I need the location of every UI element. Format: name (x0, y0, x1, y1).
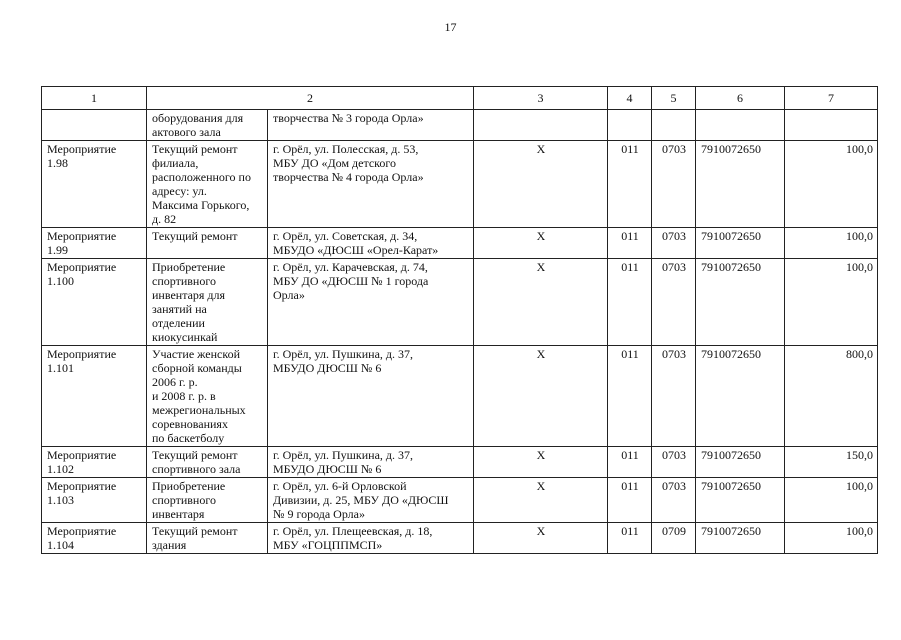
measure-name-cell: Текущий ремонт здания (147, 523, 268, 554)
code-cell: 011 (608, 141, 652, 228)
mark-cell: X (474, 141, 608, 228)
amount-cell: 150,0 (785, 447, 878, 478)
code-cell: 011 (608, 478, 652, 523)
section-cell: 0703 (652, 228, 696, 259)
measure-name-cell: Приобретение спортивного инвентаря (147, 478, 268, 523)
table-row (42, 478, 878, 523)
section-cell: 0703 (652, 141, 696, 228)
measure-cell (42, 110, 147, 141)
address-cell: г. Орёл, ул. Советская, д. 34, МБУДО «ДЮСШ «Орел-Карат» (268, 228, 474, 259)
table-row (42, 141, 878, 228)
address-cell: г. Орёл, ул. 6-й Орловской Дивизии, д. 25, МБУ ДО «ДЮСШ № 9 города Орла» (268, 478, 474, 523)
budget-table (41, 86, 878, 554)
header-col-2: 2 (147, 87, 474, 110)
target-cell: 7910072650 (696, 141, 785, 228)
code-cell: 011 (608, 447, 652, 478)
mark-cell: X (474, 259, 608, 346)
header-col-7: 7 (785, 87, 878, 110)
mark-cell (474, 110, 608, 141)
measure-cell: Мероприятие 1.99 (42, 228, 147, 259)
amount-cell: 100,0 (785, 228, 878, 259)
mark-cell: X (474, 478, 608, 523)
header-col-6: 6 (696, 87, 785, 110)
address-cell: г. Орёл, ул. Полесская, д. 53, МБУ ДО «Дом детского творчества № 4 города Орла» (268, 141, 474, 228)
header-col-5: 5 (652, 87, 696, 110)
target-cell: 7910072650 (696, 478, 785, 523)
table-row (42, 228, 878, 259)
header-col-3: 3 (474, 87, 608, 110)
code-cell: 011 (608, 346, 652, 447)
table-row (42, 110, 878, 141)
section-cell (652, 110, 696, 141)
mark-cell: X (474, 228, 608, 259)
section-cell: 0703 (652, 259, 696, 346)
measure-name-cell: Текущий ремонт спортивного зала (147, 447, 268, 478)
amount-cell (785, 110, 878, 141)
table-row (42, 447, 878, 478)
target-cell: 7910072650 (696, 447, 785, 478)
address-cell: г. Орёл, ул. Плещеевская, д. 18, МБУ «ГОЦППМСП» (268, 523, 474, 554)
amount-cell: 800,0 (785, 346, 878, 447)
amount-cell: 100,0 (785, 141, 878, 228)
measure-name-cell: Текущий ремонт (147, 228, 268, 259)
measure-cell: Мероприятие 1.104 (42, 523, 147, 554)
measure-cell: Мероприятие 1.98 (42, 141, 147, 228)
target-cell (696, 110, 785, 141)
section-cell: 0703 (652, 447, 696, 478)
table-row (42, 523, 878, 554)
address-cell: г. Орёл, ул. Пушкина, д. 37, МБУДО ДЮСШ № 6 (268, 447, 474, 478)
measure-name-cell: Текущий ремонт филиала, расположенного по адресу: ул. Максима Горького, д. 82 (147, 141, 268, 228)
mark-cell: X (474, 523, 608, 554)
measure-cell: Мероприятие 1.100 (42, 259, 147, 346)
measure-name-cell: Участие женской сборной команды 2006 г. р. и 2008 г. р. в межрегиональных соревнованиях по баскетболу (147, 346, 268, 447)
code-cell: 011 (608, 228, 652, 259)
address-cell: г. Орёл, ул. Карачевская, д. 74, МБУ ДО «ДЮСШ № 1 города Орла» (268, 259, 474, 346)
table-header-row (42, 87, 878, 110)
target-cell: 7910072650 (696, 259, 785, 346)
section-cell: 0703 (652, 346, 696, 447)
table-row (42, 346, 878, 447)
amount-cell: 100,0 (785, 523, 878, 554)
page-number: 17 (444, 20, 457, 34)
measure-cell: Мероприятие 1.103 (42, 478, 147, 523)
header-col-4: 4 (608, 87, 652, 110)
measure-name-cell: Приобретение спортивного инвентаря для занятий на отделении киокусинкай (147, 259, 268, 346)
code-cell: 011 (608, 523, 652, 554)
mark-cell: X (474, 447, 608, 478)
mark-cell: X (474, 346, 608, 447)
code-cell: 011 (608, 259, 652, 346)
address-cell: г. Орёл, ул. Пушкина, д. 37, МБУДО ДЮСШ № 6 (268, 346, 474, 447)
target-cell: 7910072650 (696, 346, 785, 447)
target-cell: 7910072650 (696, 523, 785, 554)
section-cell: 0709 (652, 523, 696, 554)
amount-cell: 100,0 (785, 478, 878, 523)
target-cell: 7910072650 (696, 228, 785, 259)
measure-name-cell: оборудования для актового зала (147, 110, 268, 141)
header-col-1: 1 (42, 87, 147, 110)
section-cell: 0703 (652, 478, 696, 523)
measure-cell: Мероприятие 1.102 (42, 447, 147, 478)
code-cell (608, 110, 652, 141)
table-row (42, 259, 878, 346)
measure-cell: Мероприятие 1.101 (42, 346, 147, 447)
amount-cell: 100,0 (785, 259, 878, 346)
address-cell: творчества № 3 города Орла» (268, 110, 474, 141)
